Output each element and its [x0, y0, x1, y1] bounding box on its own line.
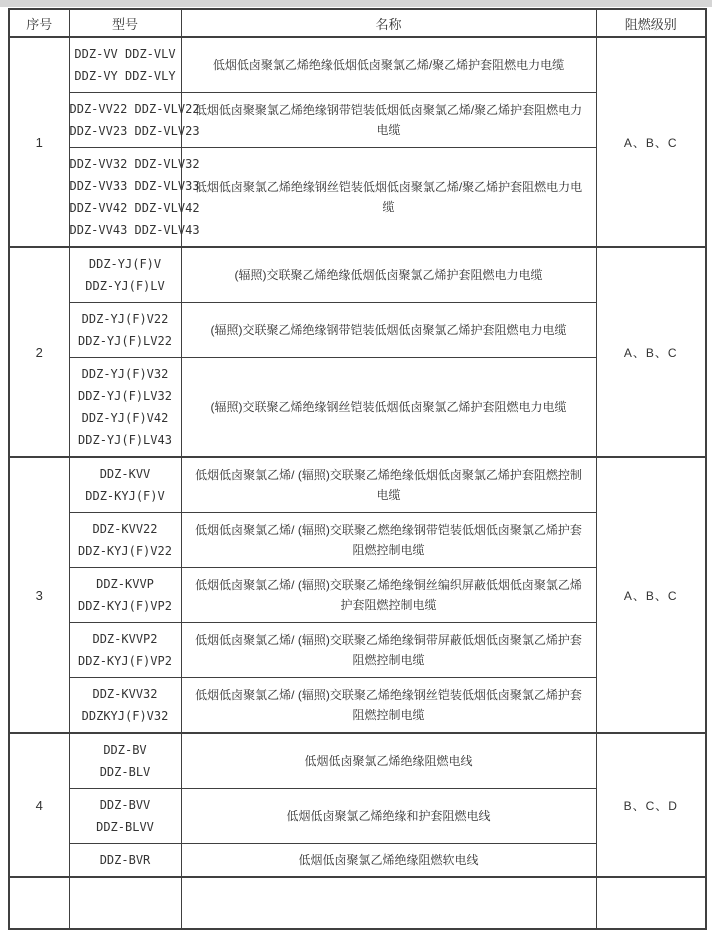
model-code: DDZ-YJ(F)V — [88, 257, 162, 271]
table-header — [9, 9, 706, 37]
model-cell — [69, 37, 181, 93]
model-code: DDZKYJ(F)V32 — [81, 709, 169, 723]
model-cell — [69, 513, 181, 568]
name-cell: 低烟低卤聚氯乙烯/ (辐照)交联聚乙燃绝缘钢带铠装低烟低卤聚氯乙烯护套阻燃控制电缆 — [181, 513, 596, 568]
model-cell — [69, 303, 181, 358]
model-code: DDZ-YJ(F)LV43 — [78, 433, 172, 447]
model-code: DDZ-KVV32 — [92, 687, 158, 701]
name-cell: 低烟低卤聚氯乙烯绝缘钢丝铠装低烟低卤聚氯乙烯/聚乙烯护套阻燃电力电缆 — [181, 148, 596, 248]
name-cell: 低烟低卤聚氯乙烯绝缘和护套阻燃电线 — [181, 789, 596, 844]
flame-level-cell — [596, 877, 706, 929]
model-code: DDZ-KYJ(F)V22 — [78, 544, 172, 558]
model-code: DDZ-VV DDZ-VLV — [74, 47, 176, 61]
section-index-cell: 2 — [9, 247, 69, 457]
name-cell: 低烟低卤聚氯乙烯/ (辐照)交联聚乙烯绝缘铜带屏蔽低烟低卤聚氯乙烯护套阻燃控制电缆 — [181, 623, 596, 678]
table-row — [9, 247, 706, 303]
model-cell — [69, 93, 200, 148]
name-cell — [181, 877, 596, 929]
model-code: DDZ-BLVV — [96, 820, 154, 834]
col-header-seq: 序号 — [9, 9, 69, 37]
name-cell: (辐照)交联聚乙烯绝缘钢带铠装低烟低卤聚氯乙烯护套阻燃电力电缆 — [181, 303, 596, 358]
model-cell — [69, 247, 181, 303]
model-cell — [69, 789, 181, 844]
col-header-model: 型号 — [69, 9, 181, 37]
model-code: DDZ-VV32 DDZ-VLV32 — [69, 157, 200, 171]
name-cell: 低烟低卤聚氯乙烯/ (辐照)交联聚乙烯绝缘低烟低卤聚氯乙烯护套阻燃控制电缆 — [181, 457, 596, 513]
section-index-cell: 4 — [9, 733, 69, 877]
model-cell — [69, 733, 181, 789]
model-cell — [69, 877, 181, 929]
name-cell: 低烟低卤聚氯乙烯绝缘低烟低卤聚氯乙烯/聚乙烯护套阻燃电力电缆 — [181, 37, 596, 93]
model-code: DDZ-YJ(F)V32 — [81, 367, 169, 381]
model-code: DDZ-YJ(F)V22 — [81, 312, 169, 326]
top-strip — [0, 0, 712, 7]
model-code: DDZ-VV22 DDZ-VLV22 — [69, 102, 200, 116]
flame-level-cell: A、B、C — [596, 37, 706, 247]
section-index-cell — [9, 877, 69, 929]
name-cell: 低烟低卤聚氯乙烯绝缘阻燃电线 — [181, 733, 596, 789]
model-cell — [69, 623, 181, 678]
model-code: DDZ-VY DDZ-VLY — [74, 69, 176, 83]
section-index-cell: 3 — [9, 457, 69, 733]
cable-table — [8, 8, 707, 930]
col-header-name: 名称 — [181, 9, 596, 37]
model-code: DDZ-YJ(F)LV32 — [78, 389, 172, 403]
model-code: DDZ-VV23 DDZ-VLV23 — [69, 124, 200, 138]
model-code: DDZ-BVV — [99, 798, 151, 812]
model-code: DDZ-YJ(F)LV22 — [78, 334, 172, 348]
table-row — [9, 37, 706, 93]
table-body — [9, 37, 706, 929]
model-code: DDZ-BV — [103, 743, 147, 757]
model-code: DDZ-KYJ(F)V — [85, 489, 165, 503]
model-code: DDZ-KVVP — [96, 577, 154, 591]
model-code: DDZ-YJ(F)LV — [85, 279, 165, 293]
model-cell — [69, 678, 181, 734]
name-cell: 低烟低卤聚聚氯乙烯绝缘钢带铠装低烟低卤聚氯乙烯/聚乙烯护套阻燃电力电缆 — [181, 93, 596, 148]
model-cell — [69, 844, 181, 878]
name-cell: (辐照)交联聚乙烯绝缘低烟低卤聚氯乙烯护套阻燃电力电缆 — [181, 247, 596, 303]
model-cell — [69, 148, 200, 248]
model-cell — [69, 358, 181, 458]
section-index-cell: 1 — [9, 37, 69, 247]
model-cell — [69, 457, 181, 513]
col-header-flame-level: 阻燃级别 — [596, 9, 706, 37]
model-code: DDZ-BVR — [99, 853, 151, 867]
model-code: DDZ-KYJ(F)VP2 — [78, 599, 172, 613]
name-cell: 低烟低卤聚氯乙烯/ (辐照)交联聚乙烯绝缘铜丝编织屏蔽低烟低卤聚氯乙烯护套阻燃控制电缆 — [181, 568, 596, 623]
model-code: DDZ-KYJ(F)VP2 — [78, 654, 172, 668]
model-code: DDZ-KVV — [99, 467, 151, 481]
model-code: DDZ-VV42 DDZ-VLV42 — [69, 201, 200, 215]
model-cell — [69, 568, 181, 623]
name-cell: 低烟低卤聚氯乙烯绝缘阻燃软电线 — [181, 844, 596, 878]
model-code: DDZ-YJ(F)V42 — [81, 411, 169, 425]
model-code: DDZ-KVV22 — [92, 522, 158, 536]
flame-level-cell: A、B、C — [596, 457, 706, 733]
model-code: DDZ-VV33 DDZ-VLV33 — [69, 179, 200, 193]
model-code: DDZ-BLV — [99, 765, 151, 779]
name-cell: (辐照)交联聚乙烯绝缘钢丝铠装低烟低卤聚氯乙烯护套阻燃电力电缆 — [181, 358, 596, 458]
table-row — [9, 457, 706, 513]
table-row — [9, 877, 706, 929]
table-row — [9, 733, 706, 789]
flame-level-cell: B、C、D — [596, 733, 706, 877]
model-code: DDZ-VV43 DDZ-VLV43 — [69, 223, 200, 237]
flame-level-cell: A、B、C — [596, 247, 706, 457]
name-cell: 低烟低卤聚氯乙烯/ (辐照)交联聚乙烯绝缘钢丝铠装低烟低卤聚氯乙烯护套阻燃控制电缆 — [181, 678, 596, 734]
model-code: DDZ-KVVP2 — [92, 632, 158, 646]
